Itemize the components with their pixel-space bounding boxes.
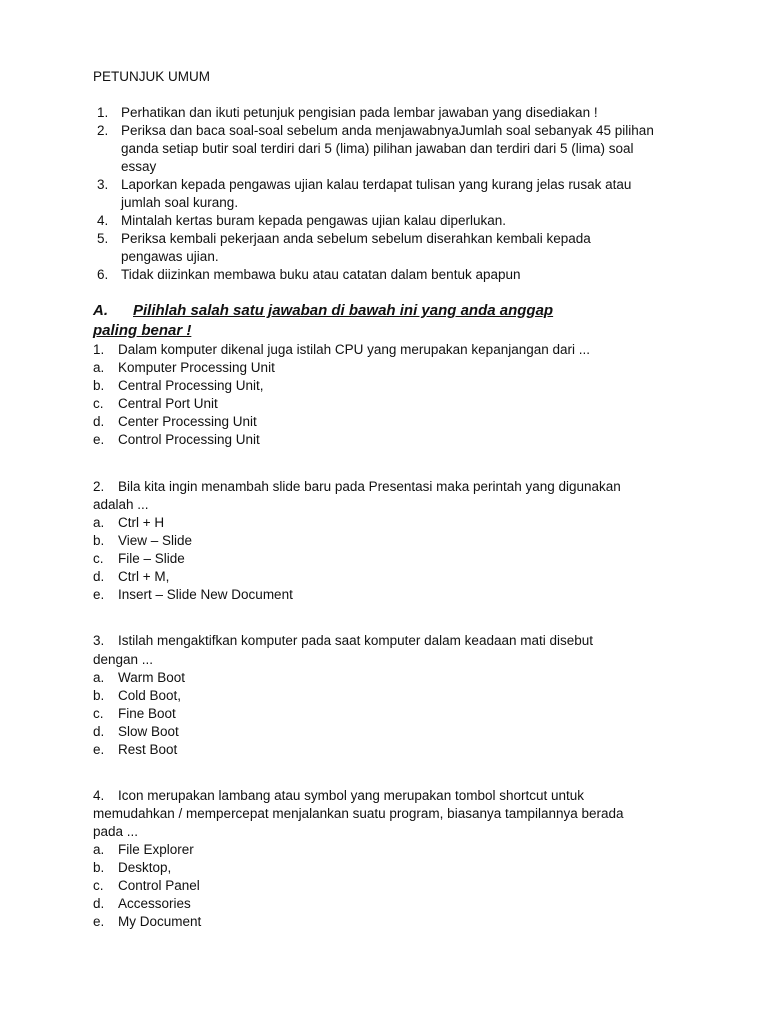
instruction-text: Periksa kembali pekerjaan anda sebelum sebelum diserahkan kembali kepada <box>121 231 591 246</box>
option-letter: e. <box>93 914 105 929</box>
option-letter: c. <box>93 878 104 893</box>
question-text: Istilah mengaktifkan komputer pada saat komputer dalam keadaan mati disebut <box>118 633 594 648</box>
section-heading <box>93 301 553 321</box>
option-letter: c. <box>93 551 104 566</box>
instruction-text: ganda setiap butir soal terdiri dari 5 (lima) pilihan jawaban dan terdiri dari 5 (lima) soal <box>121 141 634 156</box>
question-text: Bila kita ingin menambah slide baru pada Presentasi maka perintah yang digunakan <box>118 479 621 494</box>
option-letter: a. <box>93 360 105 375</box>
option-text: Fine Boot <box>118 706 176 721</box>
question-number: 3. <box>93 633 105 648</box>
instruction-text: jumlah soal kurang. <box>121 195 239 210</box>
option-text: Control Processing Unit <box>118 432 260 447</box>
instruction-text: Laporkan kepada pengawas ujian kalau terdapat tulisan yang kurang jelas rusak atau <box>121 177 632 192</box>
option-letter: d. <box>93 724 105 739</box>
instruction-number: 5. <box>97 231 109 246</box>
instruction-text: Tidak diizinkan membawa buku atau catatan dalam bentuk apapun <box>121 267 521 282</box>
instruction-text: Perhatikan dan ikuti petunjuk pengisian pada lembar jawaban yang disediakan ! <box>121 105 598 120</box>
option-letter: b. <box>93 533 105 548</box>
instruction-text: essay <box>121 159 157 174</box>
option-letter: e. <box>93 587 105 602</box>
question-number: 2. <box>93 479 105 494</box>
option-text: Desktop, <box>118 860 172 875</box>
option-letter: a. <box>93 842 105 857</box>
option-text: Ctrl + M, <box>118 569 170 584</box>
option-text: Control Panel <box>118 878 200 893</box>
question-number: 4. <box>93 788 105 803</box>
instructions-title: PETUNJUK UMUM <box>93 69 210 84</box>
option-text: Cold Boot, <box>118 688 182 703</box>
option-text: File – Slide <box>118 551 185 566</box>
option-letter: d. <box>93 414 105 429</box>
option-letter: d. <box>93 569 105 584</box>
option-letter: c. <box>93 396 104 411</box>
instruction-number: 3. <box>97 177 109 192</box>
instruction-text: pengawas ujian. <box>121 249 219 264</box>
question-text: dengan ... <box>93 652 154 667</box>
option-text: Warm Boot <box>118 670 186 685</box>
instruction-number: 1. <box>97 105 109 120</box>
instruction-number: 6. <box>97 267 109 282</box>
option-text: Ctrl + H <box>118 515 165 530</box>
option-text: Center Processing Unit <box>118 414 257 429</box>
section-title-line1: Pilihlah salah satu jawaban di bawah ini yang anda anggap <box>133 302 554 319</box>
section-letter: A. <box>93 302 108 319</box>
option-text: My Document <box>118 914 202 929</box>
question-text: adalah ... <box>93 497 149 512</box>
option-text: Accessories <box>118 896 191 911</box>
option-text: View – Slide <box>118 533 193 548</box>
option-text: Komputer Processing Unit <box>118 360 275 375</box>
option-text: Slow Boot <box>118 724 179 739</box>
option-text: Central Processing Unit, <box>118 378 264 393</box>
option-text: Insert – Slide New Document <box>118 587 293 602</box>
option-letter: a. <box>93 670 105 685</box>
option-letter: b. <box>93 688 105 703</box>
section-title-line2: paling benar ! <box>93 322 192 339</box>
option-letter: e. <box>93 432 105 447</box>
instruction-number: 4. <box>97 213 109 228</box>
instruction-text: Mintalah kertas buram kepada pengawas ujian kalau diperlukan. <box>121 213 506 228</box>
question-number: 1. <box>93 342 105 357</box>
option-text: Central Port Unit <box>118 396 218 411</box>
instruction-text: Periksa dan baca soal-soal sebelum anda menjawabnyaJumlah soal sebanyak 45 pilihan <box>121 123 654 138</box>
option-letter: b. <box>93 378 105 393</box>
option-letter: e. <box>93 742 105 757</box>
question-text: pada ... <box>93 824 139 839</box>
question-text: Dalam komputer dikenal juga istilah CPU yang merupakan kepanjangan dari ... <box>118 342 591 357</box>
option-letter: d. <box>93 896 105 911</box>
option-text: File Explorer <box>118 842 194 857</box>
option-letter: c. <box>93 706 104 721</box>
option-text: Rest Boot <box>118 742 178 757</box>
instruction-number: 2. <box>97 123 109 138</box>
option-letter: b. <box>93 860 105 875</box>
question-text: memudahkan / mempercepat menjalankan suatu program, biasanya tampilannya berada <box>93 806 624 821</box>
option-letter: a. <box>93 515 105 530</box>
question-text: Icon merupakan lambang atau symbol yang merupakan tombol shortcut untuk <box>118 788 585 803</box>
section-heading-cont <box>93 321 191 341</box>
